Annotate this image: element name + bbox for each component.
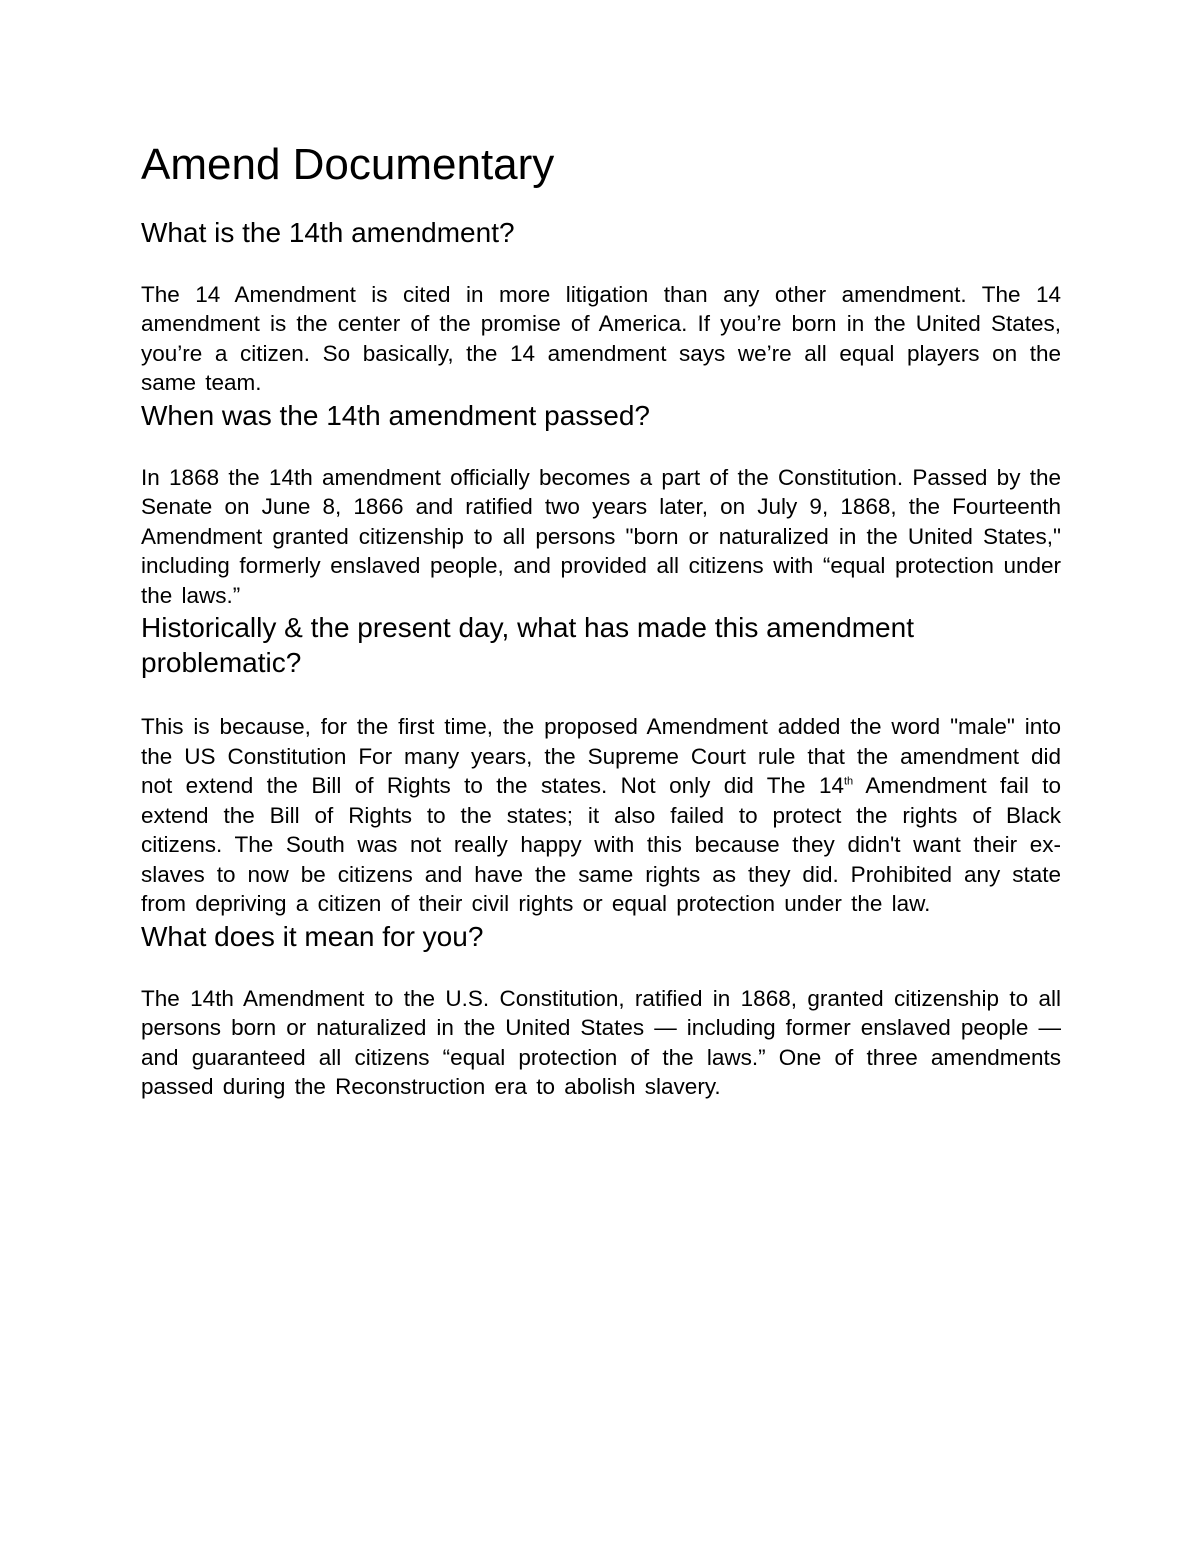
section-body-problematic-part1: This is because, for the first time, the proposed Amendment added the word "male" into the US Constitution For many years, the Supreme Court rule that the amendment did not extend the Bill of Rights to the states. Not only did The 14 bbox=[141, 714, 1061, 799]
section-body-when-passed: In 1868 the 14th amendment officially becomes a part of the Constitution. Passed by the Senate on June 8, 1866 and ratified two years later, on July 9, 1868, the Fourteenth Amendment granted citizenship to all persons "born or naturalized in the United States," including formerly enslaved people, and provided all citizens with “equal protection under the laws.” bbox=[141, 464, 1061, 608]
section-heading-problematic: Historically & the present day, what has made this amendment problematic? bbox=[141, 612, 914, 679]
section-body-problematic bbox=[141, 712, 1061, 919]
section-heading-what-is: What is the 14th amendment? bbox=[141, 216, 515, 248]
section-heading-when-passed: When was the 14th amendment passed? bbox=[141, 399, 650, 431]
section-body-what-is: The 14 Amendment is cited in more litigation than any other amendment. The 14 amendment is the center of the promise of America. If you’re born in the United States, you’re a citizen. So basically, the 14 amendment says we’re all equal players on the same team. bbox=[141, 281, 1061, 396]
document-page bbox=[141, 140, 1061, 1102]
section-what-is bbox=[141, 215, 1061, 398]
section-heading-meaning: What does it mean for you? bbox=[141, 920, 484, 952]
section-problematic bbox=[141, 610, 1061, 919]
ordinal-superscript: th bbox=[843, 775, 854, 788]
section-body-meaning: The 14th Amendment to the U.S. Constitution, ratified in 1868, granted citizenship to all persons born or naturalized in the United States — including former enslaved people — and guaranteed all citizens “equal protection of the laws.” One of three amendments passed during the Reconstruction era to abolish slavery. bbox=[141, 985, 1061, 1100]
section-meaning bbox=[141, 919, 1061, 1102]
section-body-problematic-part2: Amendment fail to extend the Bill of Rights to the states; it also failed to protect the rights of Black citizens. The South was not really happy with this because they didn't want their ex-slaves to now be citizens and have the same rights as they did. Prohibited any state from depriving a citizen of their civil rights or equal protection under the law. bbox=[141, 773, 1061, 917]
section-when-passed bbox=[141, 398, 1061, 611]
document-title: Amend Documentary bbox=[141, 140, 555, 189]
